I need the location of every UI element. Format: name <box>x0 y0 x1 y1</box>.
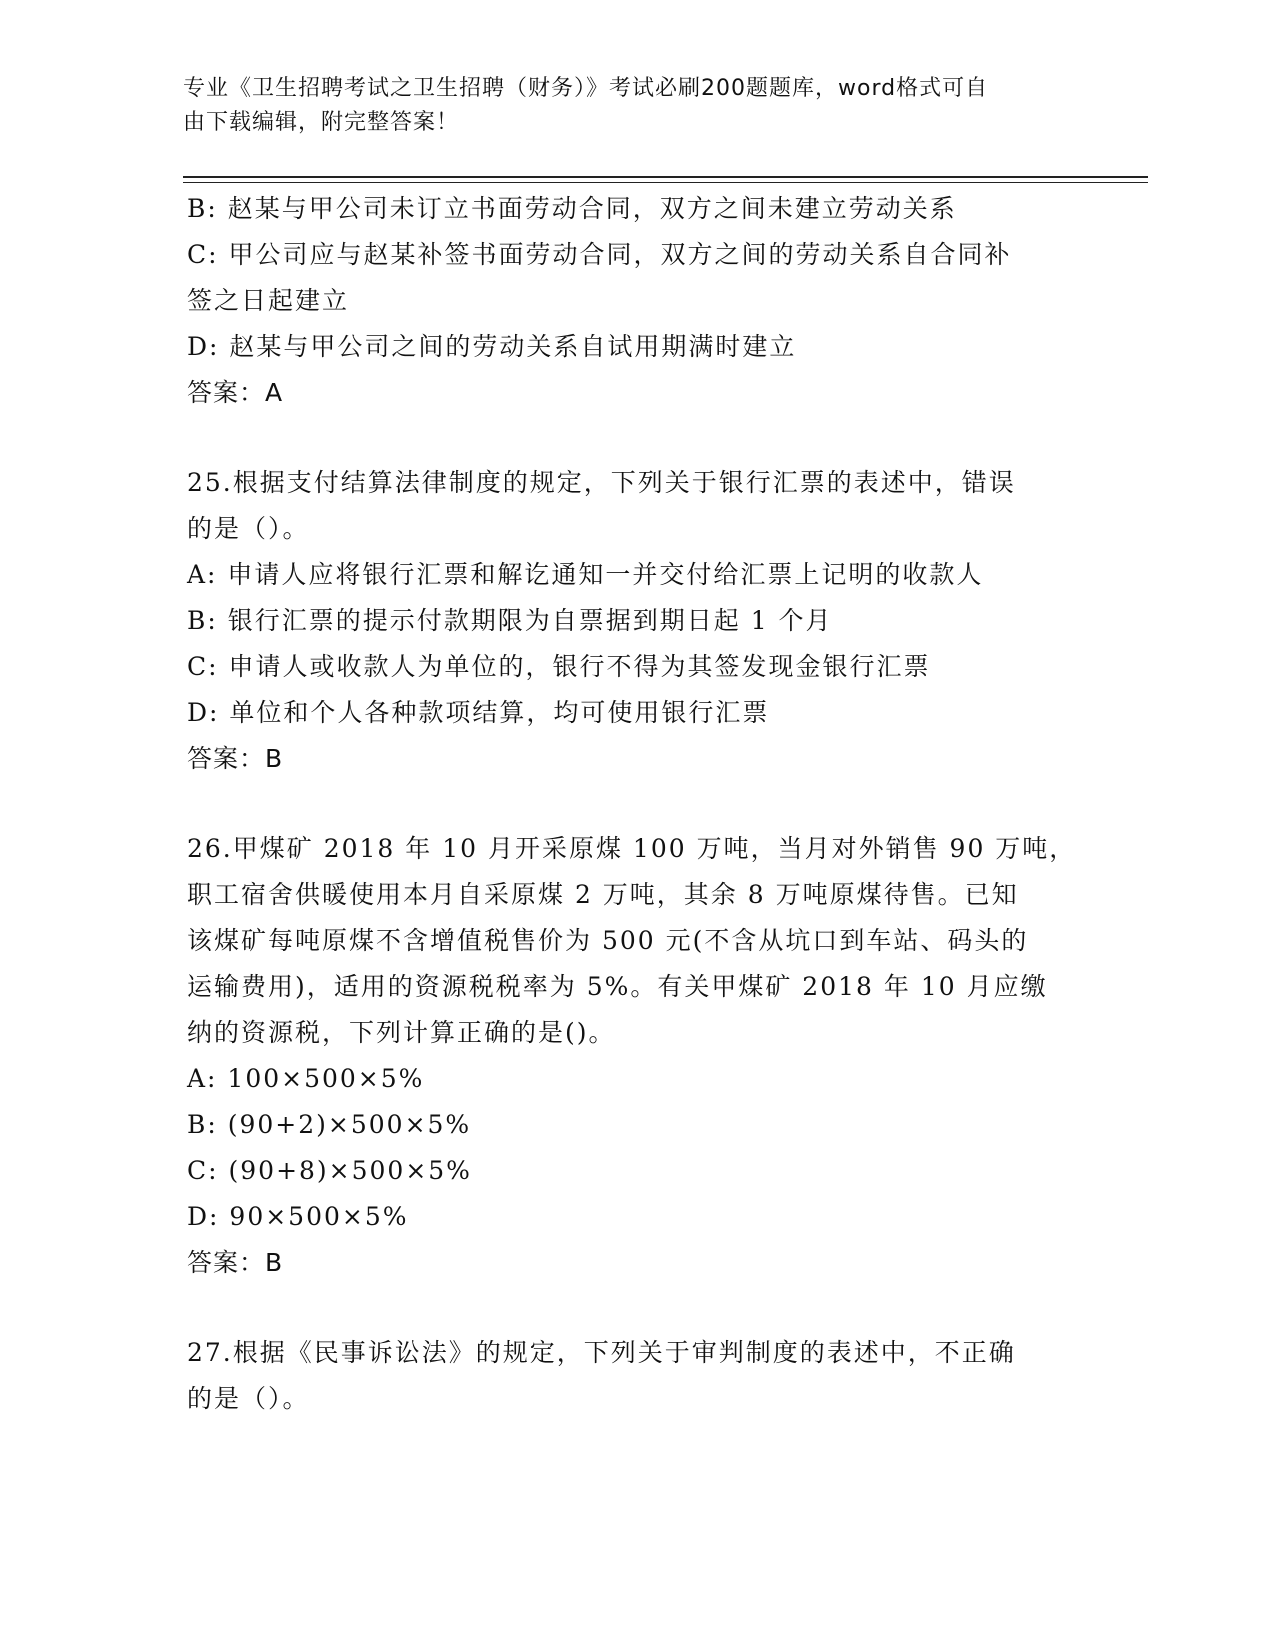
spacer <box>187 1286 1087 1330</box>
question-stem-continued: 运输费用)，适用的资源税税率为 5%。有关甲煤矿 2018 年 10 月应缴 <box>187 972 1048 1001</box>
spacer <box>187 782 1087 826</box>
option-d: D: 赵某与甲公司之间的劳动关系自试用期满时建立 <box>187 332 797 361</box>
header-rule-thin <box>183 182 1148 183</box>
answer: 答案：A <box>187 378 284 407</box>
question-25 <box>187 460 1087 782</box>
question-stem-continued: 职工宿舍供暖使用本月自采原煤 2 万吨，其余 8 万吨原煤待售。已知 <box>187 880 1019 909</box>
header-line-1: 专业《卫生招聘考试之卫生招聘（财务）》考试必刷200题题库，word格式可自 <box>183 76 989 101</box>
question-stem: 25.根据支付结算法律制度的规定，下列关于银行汇票的表述中，错误 <box>187 468 1016 497</box>
question-stem-continued: 的是（）。 <box>187 1384 310 1413</box>
answer: 答案：B <box>187 744 284 773</box>
header-line-2: 由下载编辑，附完整答案！ <box>183 110 460 135</box>
spacer <box>187 416 1087 460</box>
answer: 答案：B <box>187 1248 284 1277</box>
question-stem-continued: 的是（）。 <box>187 514 310 543</box>
question-27 <box>187 1330 1087 1422</box>
document-body <box>187 186 1087 1422</box>
page-header <box>183 72 1063 140</box>
option-a: A: 100×500×5% <box>187 1064 425 1093</box>
header-rule-thick <box>183 176 1148 178</box>
question-stem: 26.甲煤矿 2018 年 10 月开采原煤 100 万吨，当月对外销售 90 万吨， <box>187 834 1077 863</box>
question-stem: 27.根据《民事诉讼法》的规定，下列关于审判制度的表述中，不正确 <box>187 1338 1016 1367</box>
question-26 <box>187 826 1087 1286</box>
question-24 <box>187 186 1087 416</box>
option-d: D: 单位和个人各种款项结算，均可使用银行汇票 <box>187 698 770 727</box>
question-stem-continued: 该煤矿每吨原煤不含增值税售价为 500 元(不含从坑口到车站、码头的 <box>187 926 1029 955</box>
option-c: C: (90+8)×500×5% <box>187 1156 472 1185</box>
option-a: A: 申请人应将银行汇票和解讫通知一并交付给汇票上记明的收款人 <box>187 560 984 589</box>
option-b: B: 赵某与甲公司未订立书面劳动合同，双方之间未建立劳动关系 <box>187 194 957 223</box>
option-d: D: 90×500×5% <box>187 1202 409 1231</box>
option-b: B: 银行汇票的提示付款期限为自票据到期日起 1 个月 <box>187 606 833 635</box>
option-c-continued: 签之日起建立 <box>187 286 350 315</box>
option-b: B: (90+2)×500×5% <box>187 1110 472 1139</box>
option-c: C: 申请人或收款人为单位的，银行不得为其签发现金银行汇票 <box>187 652 931 681</box>
question-stem-continued: 纳的资源税，下列计算正确的是()。 <box>187 1018 616 1047</box>
option-c: C: 甲公司应与赵某补签书面劳动合同，双方之间的劳动关系自合同补 <box>187 240 1012 269</box>
